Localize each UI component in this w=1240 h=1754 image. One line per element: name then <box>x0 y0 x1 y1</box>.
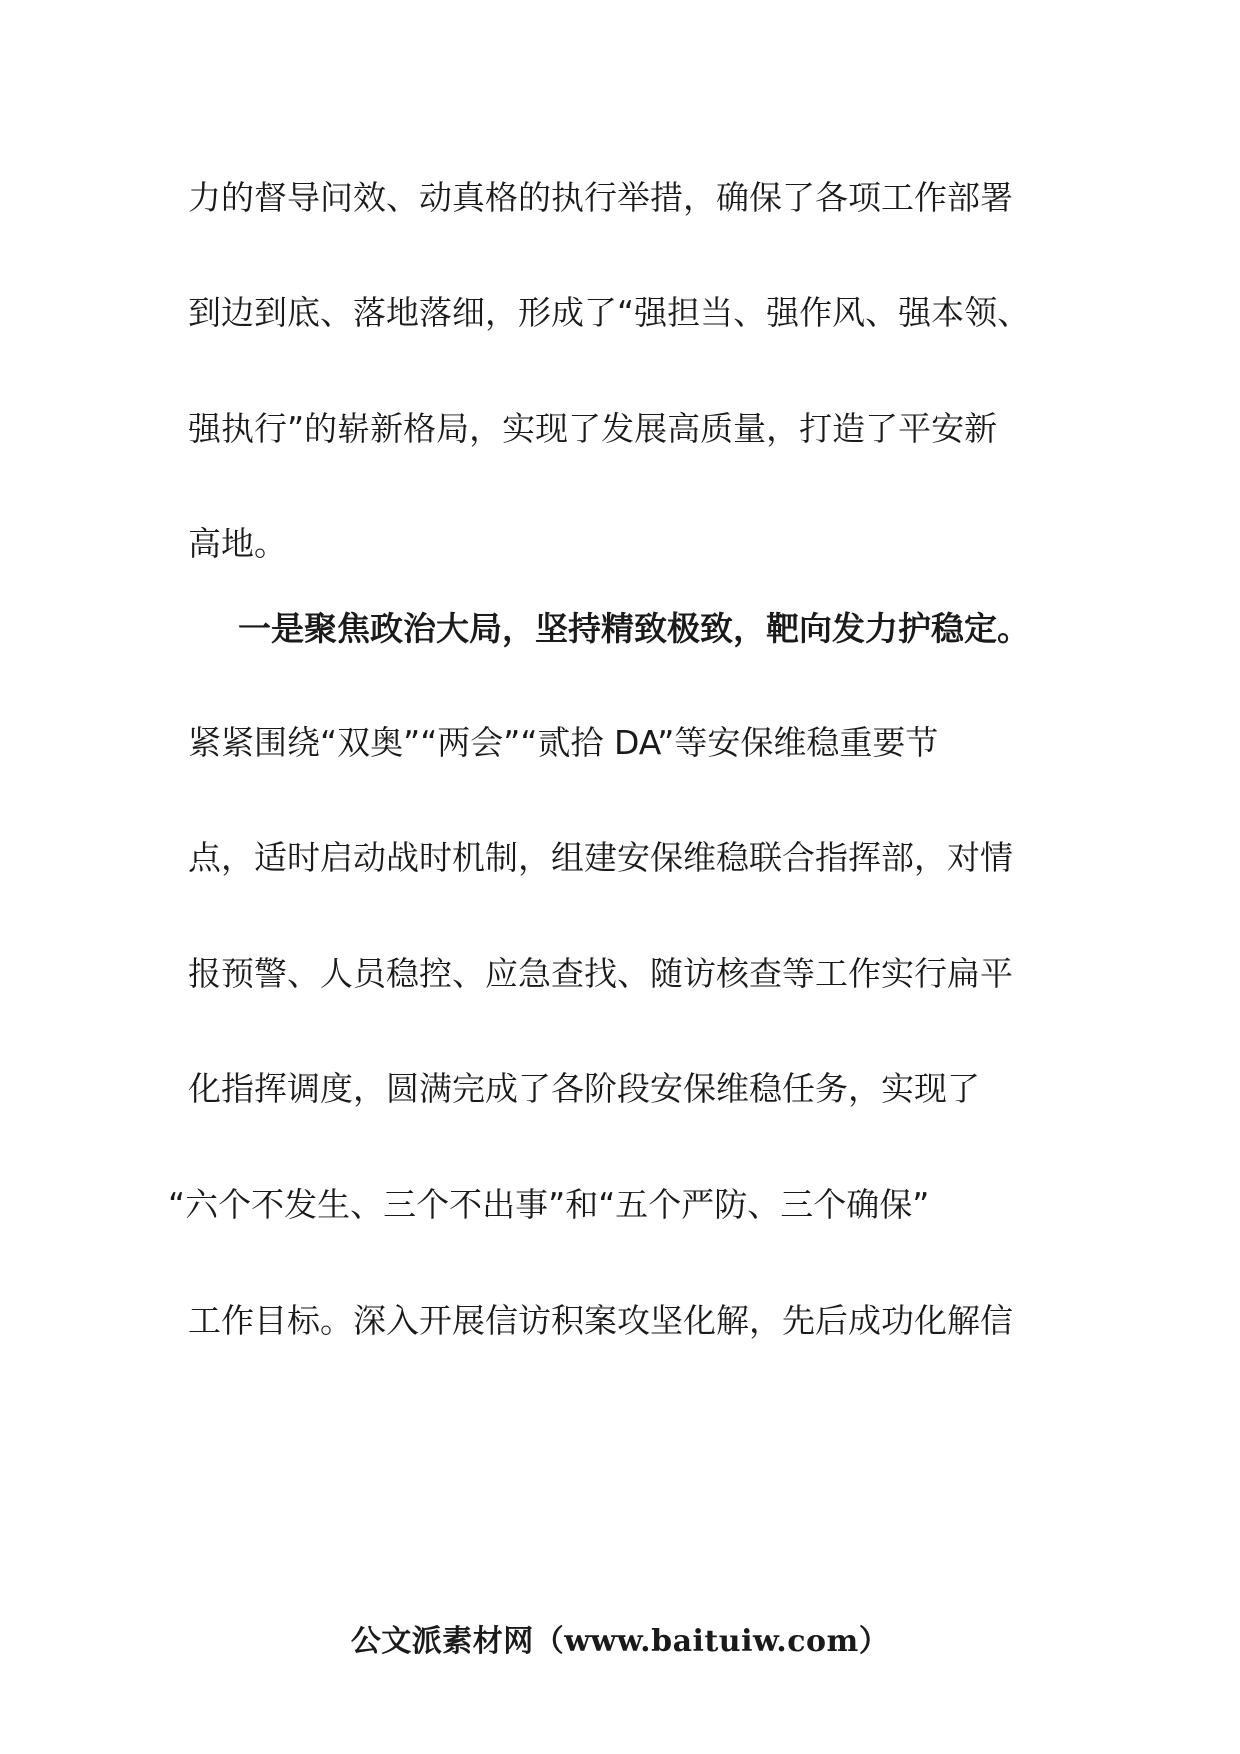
body-line-2: 到边到底、落地落细，形成了“强担当、强作风、强本领、 <box>188 293 1031 332</box>
body-line-10: 工作目标。深入开展信访积案攻坚化解，先后成功化解信 <box>188 1301 1013 1340</box>
body-line-8: 化指挥调度，圆满完成了各阶段安保维稳任务，实现了 <box>188 1069 980 1108</box>
body-line-4: 高地。 <box>188 524 287 563</box>
body-line-1: 力的督导问效、动真格的执行举措，确保了各项工作部署 <box>188 178 1013 217</box>
footer-source: 公文派素材网（www.baituiw.com） <box>350 1624 890 1659</box>
section-heading: 一是聚焦政治大局，坚持精致极致，靶向发力护稳定。 <box>238 609 1030 648</box>
body-line-9: “六个不发生、三个不出事”和“五个严防、三个确保” <box>168 1185 930 1224</box>
body-line-3: 强执行”的崭新格局，实现了发展高质量，打造了平安新 <box>188 409 998 448</box>
body-line-5: 紧紧围绕“双奥”“两会”“贰拾 DA”等安保维稳重要节 <box>188 723 939 762</box>
body-line-6: 点，适时启动战时机制，组建安保维稳联合指挥部，对情 <box>188 838 1013 877</box>
body-line-7: 报预警、人员稳控、应急查找、随访核查等工作实行扁平 <box>188 954 1013 993</box>
